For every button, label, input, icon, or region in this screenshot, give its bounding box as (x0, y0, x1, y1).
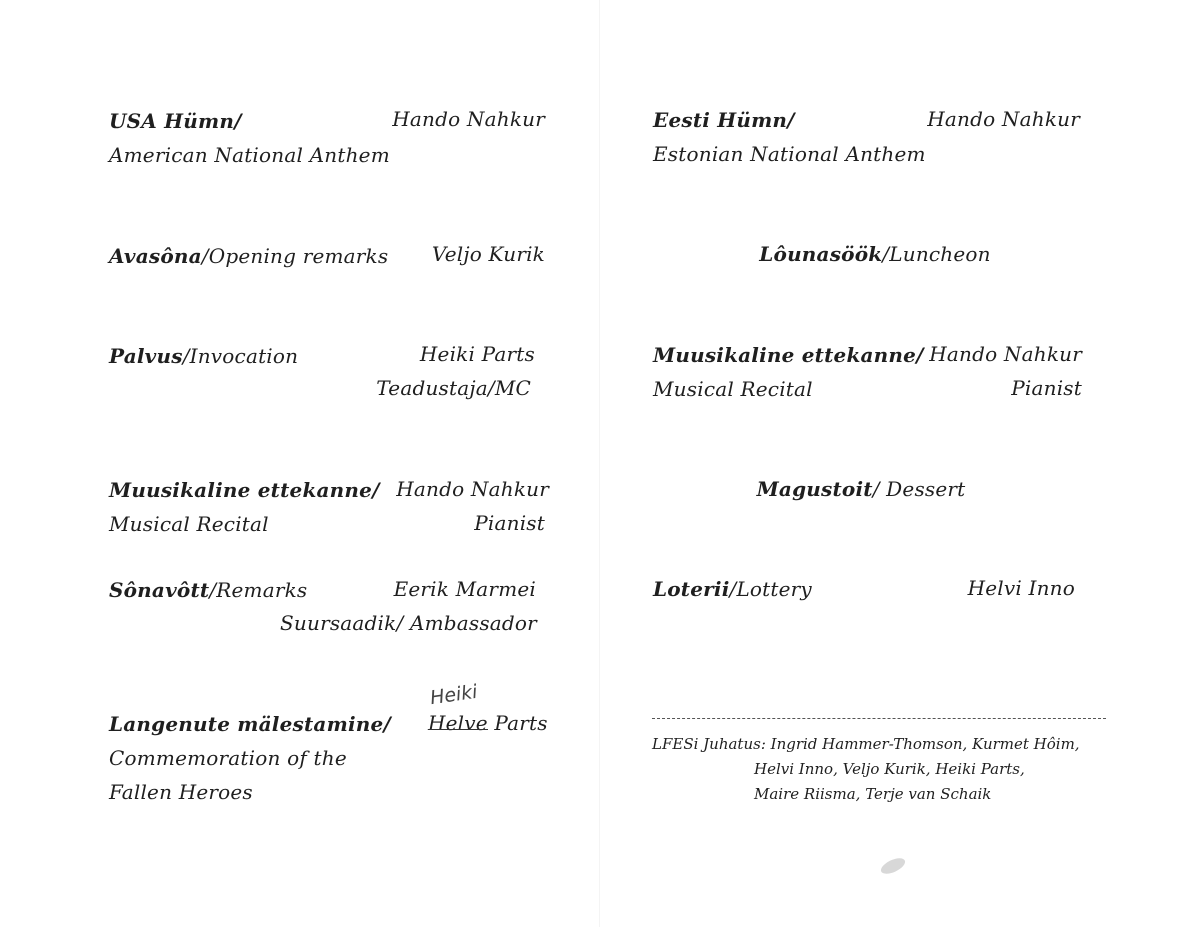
invocation-performer: Heiki Parts (419, 342, 535, 366)
handwritten-correction: Heiki (428, 680, 479, 710)
invocation-role: Teadustaja/MC (376, 376, 531, 400)
remarks-role: Suursaadik/ Ambassador (280, 611, 537, 635)
left-recital-performer: Hando Nahkur (396, 477, 549, 501)
remarks-title: Sônavôtt/Remarks (109, 578, 308, 602)
page-fold (599, 0, 600, 927)
remarks-performer: Eerik Marmei (393, 577, 536, 601)
struck-name: Helve (428, 711, 488, 735)
left-recital-title: Muusikaline ettekanne/ (109, 478, 380, 502)
usa-anthem-title: USA Hümn/ (109, 109, 242, 133)
estonian-anthem-subtitle: Estonian National Anthem (653, 142, 926, 166)
luncheon-title: Lôunasöök/Luncheon (759, 242, 991, 266)
commemoration-subtitle-2: Fallen Heroes (109, 780, 253, 804)
board-line-3: Maire Riisma, Terje van Schaik (754, 785, 992, 803)
ink-smudge (879, 855, 908, 877)
right-recital-role: Pianist (1011, 376, 1082, 400)
lottery-performer: Helvi Inno (967, 576, 1075, 600)
dashed-divider (652, 718, 1106, 719)
lottery-title: Loterii/Lottery (653, 577, 812, 601)
invocation-title: Palvus/Invocation (109, 344, 299, 368)
left-recital-subtitle: Musical Recital (109, 512, 269, 536)
estonian-anthem-performer: Hando Nahkur (927, 107, 1080, 131)
estonian-anthem-title: Eesti Hümn/ (653, 108, 795, 132)
right-recital-subtitle: Musical Recital (653, 377, 813, 401)
right-recital-title: Muusikaline ettekanne/ (653, 343, 924, 367)
dessert-title: Magustoit/ Dessert (756, 477, 966, 501)
board-line-2: Helvi Inno, Veljo Kurik, Heiki Parts, (754, 760, 1025, 778)
commemoration-title: Langenute mälestamine/ (109, 712, 391, 736)
opening-remarks-title: Avasôna/Opening remarks (109, 244, 389, 268)
right-recital-performer: Hando Nahkur (929, 342, 1082, 366)
opening-remarks-performer: Veljo Kurik (431, 242, 545, 266)
commemoration-subtitle-1: Commemoration of the (109, 746, 347, 770)
usa-anthem-subtitle: American National Anthem (109, 143, 390, 167)
commemoration-performer: Helve Parts (428, 711, 548, 735)
left-recital-role: Pianist (474, 511, 545, 535)
board-line-1: LFESi Juhatus: Ingrid Hammer-Thomson, Kurmet Hôim, (652, 735, 1080, 753)
usa-anthem-performer: Hando Nahkur (392, 107, 545, 131)
